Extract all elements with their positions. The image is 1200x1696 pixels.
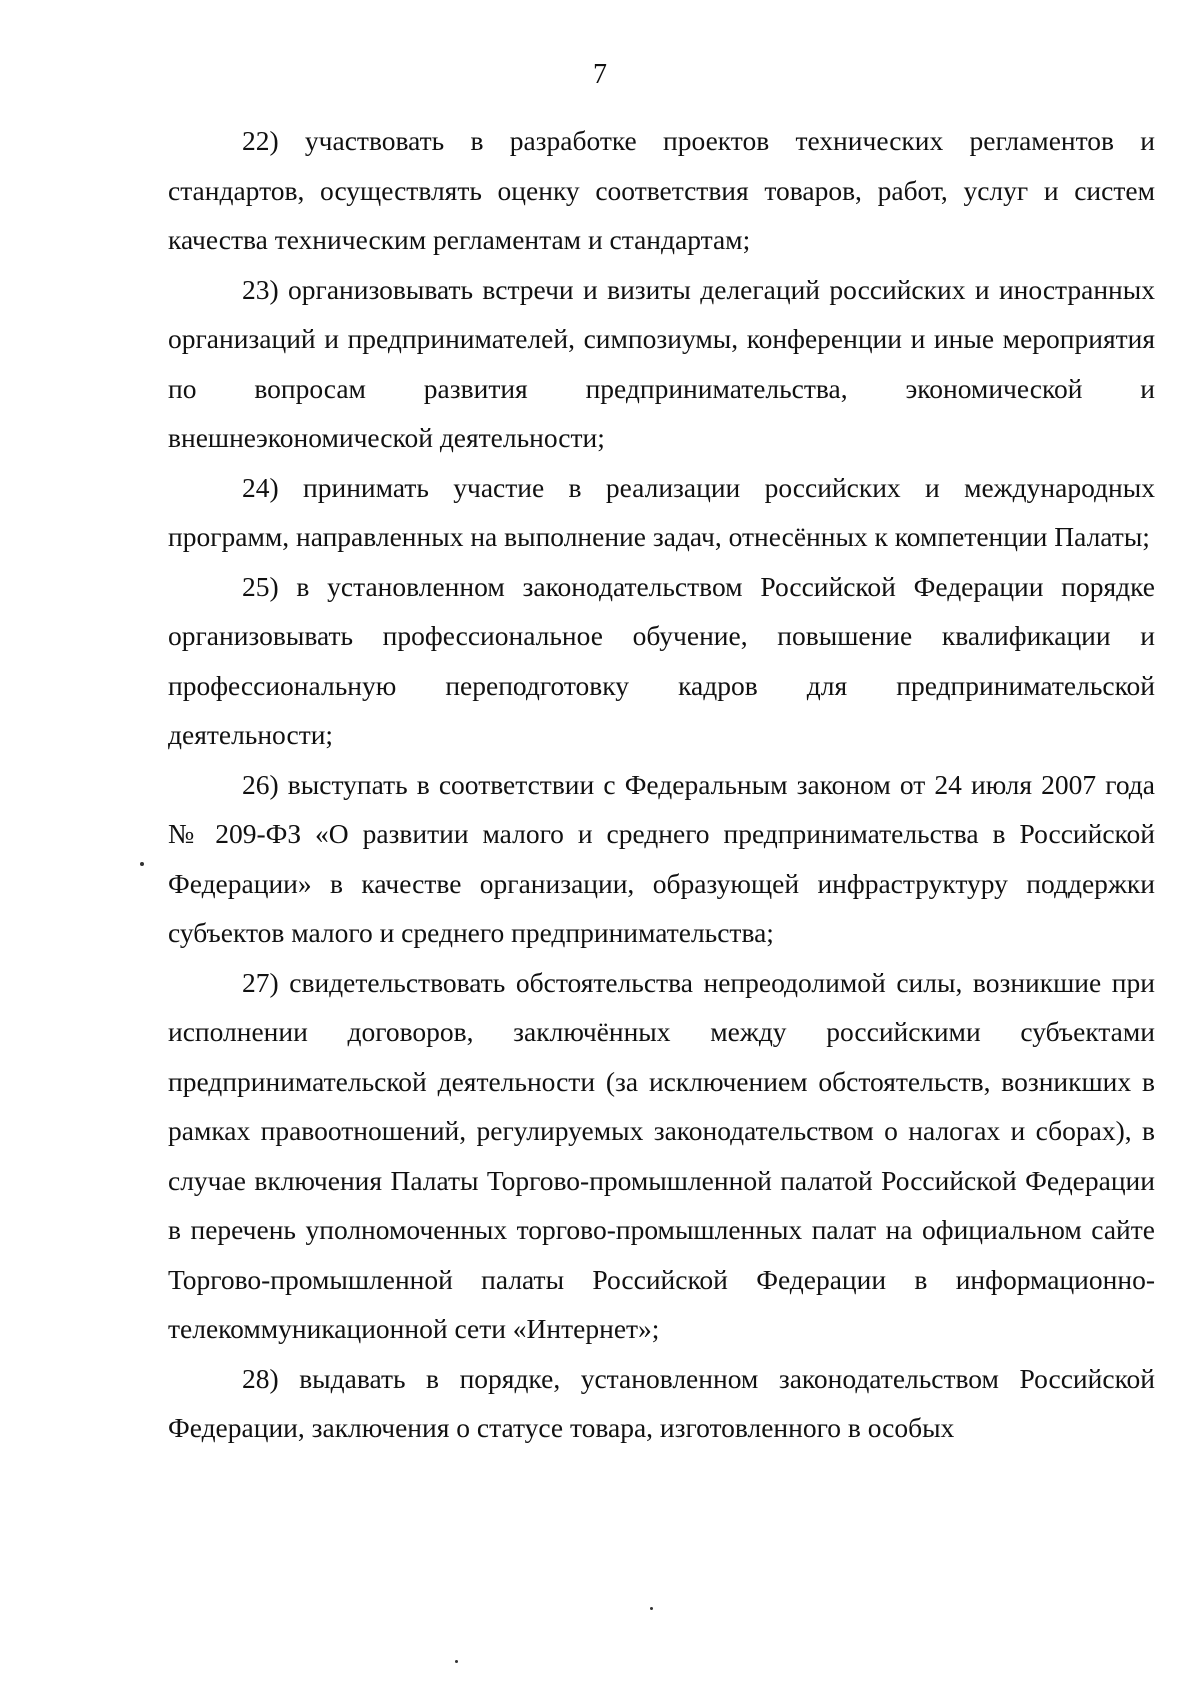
page-number: 7 [593, 59, 607, 90]
list-item-25: 25) в установленном законодательством Российской Федерации порядке организовывать профессиональное обучение, повышение квалификации и профессиональную переподготовку кадров для предпринимательской деятельности; [168, 570, 1155, 750]
scan-speck [140, 862, 144, 866]
list-item-26: 26) выступать в соответствии с Федеральным законом от 24 июля 2007 года № 209-ФЗ «О развитии малого и среднего предпринимательства в Российской Федерации» в качестве организации, образующей инфраструктуру поддержки субъектов малого и среднего предпринимательства; [168, 768, 1155, 948]
scan-speck [650, 1607, 653, 1610]
list-item-23: 23) организовывать встречи и визиты делегаций российских и иностранных организаций и предпринимателей, симпозиумы, конференции и иные мероприятия по вопросам развития предпринимательства, экономической и внешнеэкономической деятельности; [168, 273, 1155, 453]
scan-speck [455, 1660, 458, 1663]
list-item-27: 27) свидетельствовать обстоятельства непреодолимой силы, возникшие при исполнении договоров, заключённых между российскими субъектами предпринимательской деятельности (за исключением обстоятельств, возникших в рамках правоотношений, регулируемых законодательством о налогах и сборах), в случае включения Палаты Торгово-промышленной палатой Российской Федерации в перечень уполномоченных торгово-промышленных палат на официальном сайте Торгово-промышленной палаты Российской Федерации в информационно-телекоммуникационной сети «Интернет»; [168, 966, 1155, 1344]
document-body [168, 116, 1155, 1453]
list-item-28: 28) выдавать в порядке, установленном законодательством Российской Федерации, заключения о статусе товара, изготовленного в особых [168, 1362, 1155, 1443]
list-item-24: 24) принимать участие в реализации российских и международных программ, направленных на выполнение задач, отнесённых к компетенции Палаты; [168, 471, 1155, 552]
list-item-22: 22) участвовать в разработке проектов технических регламентов и стандартов, осуществлять оценку соответствия товаров, работ, услуг и систем качества техническим регламентам и стандартам; [168, 125, 1155, 255]
